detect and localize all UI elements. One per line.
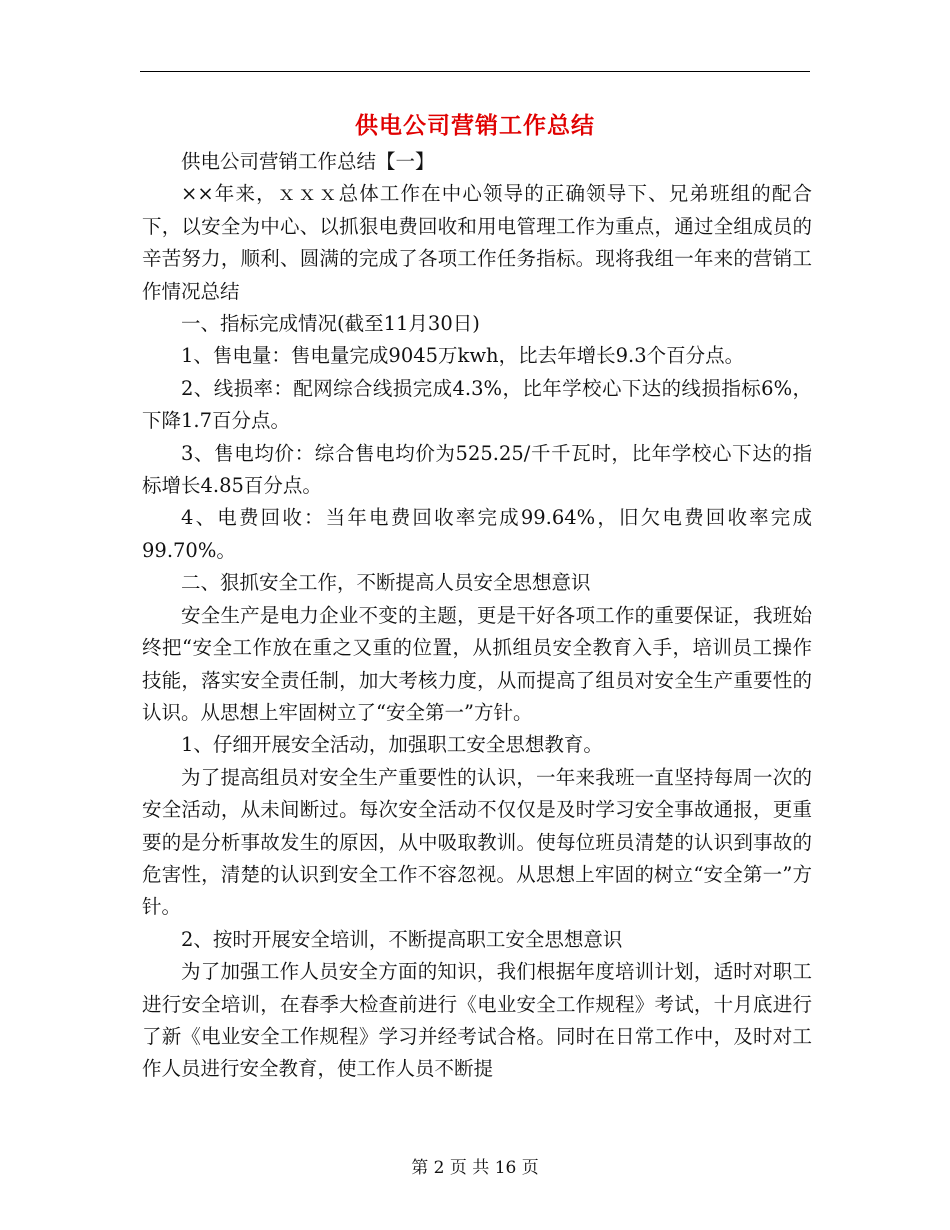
subheading-safety-training: 2、按时开展安全培训，不断提高职工安全思想意识 <box>181 927 623 951</box>
paragraph-line-loss: 2、线损率：配网综合线损完成4.3%，比年学校心下达的线损指标6%，下降1.7百分点。 <box>142 376 812 433</box>
document-body <box>142 146 812 1086</box>
paragraph-safety-activities: 为了提高组员对安全生产重要性的认识，一年来我班一直坚持每周一次的安全活动，从未间断过。每次安全活动不仅仅是及时学习安全事故通报，更重要的是分析事故发生的原因，从中吸取教训。使每位班员清楚的认识到事故的危害性，清楚的认识到安全工作不容忽视。从思想上牢固的树立“安全第一”方针。 <box>142 765 812 919</box>
paragraph-heading: 供电公司营销工作总结【一】 <box>181 150 435 173</box>
page-footer: 第 2 页 共 16 页 <box>411 1158 539 1178</box>
document-title: 供电公司营销工作总结 <box>355 113 595 139</box>
section-heading-indicators: 一、指标完成情况(截至11月30日) <box>181 312 480 336</box>
paragraph-sales-volume: 1、售电量：售电量完成9045万kwh，比去年增长9.3个百分点。 <box>181 344 745 368</box>
header-rule <box>140 71 810 72</box>
paragraph-intro: ××年来，ｘｘｘ总体工作在中心领导的正确领导下、兄弟班组的配合下，以安全为中心、以抓狠电费回收和用电管理工作为重点，通过全组成员的辛苦努力，顺利、圆满的完成了各项工作任务指标。现将我组一年来的营销工作情况总结 <box>142 182 812 303</box>
paragraph-safety-intro: 安全生产是电力企业不变的主题，更是干好各项工作的重要保证，我班始终把“安全工作放在重之又重的位置，从抓组员安全教育入手，培训员工操作技能，落实安全责任制，加大考核力度，从而提高了组员对安全生产重要性的认识。从思想上牢固树立了“安全第一”方针。 <box>142 603 812 724</box>
section-heading-safety: 二、狠抓安全工作，不断提高人员安全思想意识 <box>181 571 591 595</box>
paragraph-fee-recovery: 4、电费回收：当年电费回收率完成99.64%，旧欠电费回收率完成99.70%。 <box>142 506 812 562</box>
subheading-safety-activities: 1、仔细开展安全活动，加强职工安全思想教育。 <box>181 733 603 757</box>
paragraph-safety-training: 为了加强工作人员安全方面的知识，我们根据年度培训计划，适时对职工进行安全培训，在春季大检查前进行《电业安全工作规程》考试，十月底进行了新《电业安全工作规程》学习并经考试合格。同时在日常工作中，及时对工作人员进行安全教育，使工作人员不断提 <box>142 960 812 1081</box>
paragraph-average-price: 3、售电均价：综合售电均价为525.25/千千瓦时，比年学校心下达的指标增长4.85百分点。 <box>142 441 812 498</box>
